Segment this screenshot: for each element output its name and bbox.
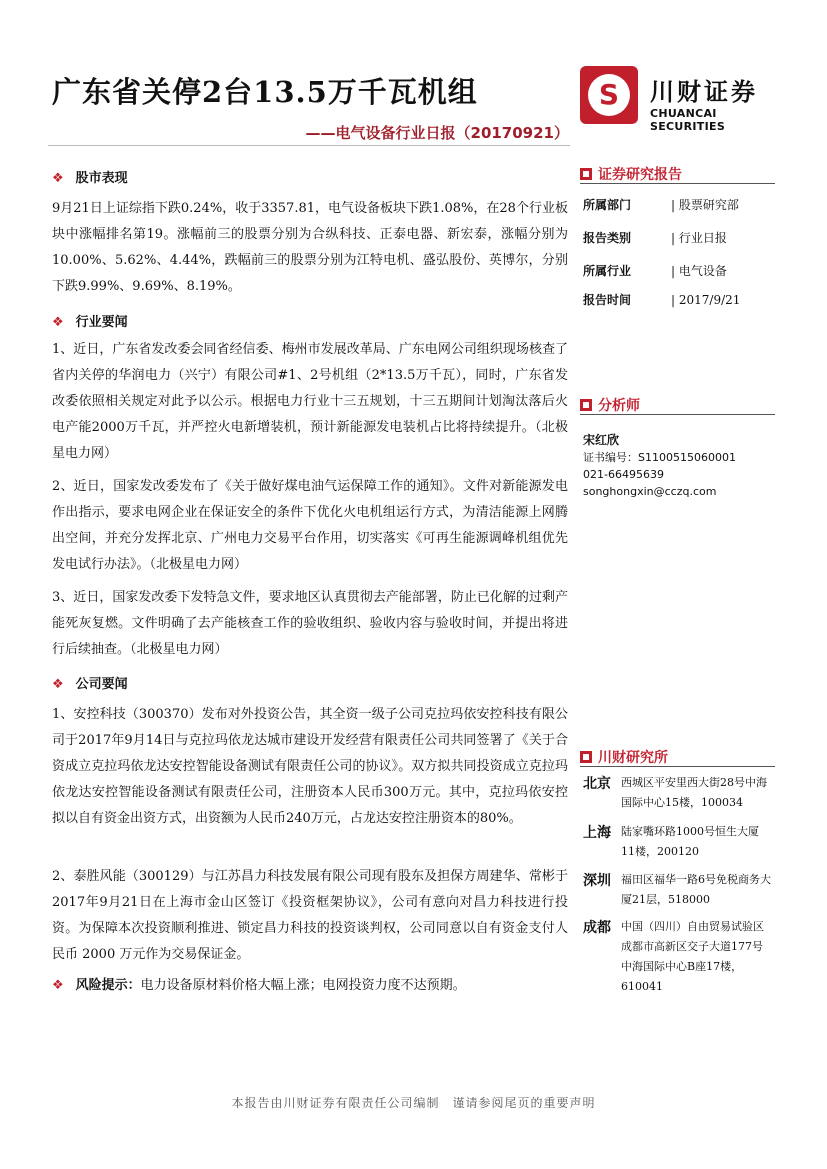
risk-text: 电力设备原材料价格大幅上涨；电网投资力度不达预期。 [140,978,466,993]
diamond-bullet-icon: ❖ [52,315,64,330]
analyst-card [583,432,736,500]
logo-mark-icon: S [580,66,638,124]
sidebar-divider [580,183,775,184]
square-bullet-icon [580,751,592,763]
sidebar-heading-institute: 川财研究所 [580,747,668,767]
industry-news-item: 3、近日，国家发改委下发特急文件，要求地区认真贯彻去产能部署，防止已化解的过剩产能死灰复燃。文件明确了去产能核查工作的验收组织、验收内容与验收时间，并提出将进行后续抽查。（北极星电力网） [52,590,568,657]
diamond-bullet-icon: ❖ [52,978,64,993]
square-bullet-icon [580,168,592,180]
page-footer: 本报告由川财证券有限责任公司编制 谨请参阅尾页的重要声明 [231,1096,596,1110]
section-heading-company: ❖ 公司要闻 [52,677,128,692]
analyst-cert: 证书编号：S1100515060001 [583,451,736,464]
risk-warning [52,975,466,997]
meta-row-department: 所属部门 | 股票研究部 [583,198,739,212]
company-news-item: 1、安控科技（300370）发布对外投资公告，其全资一级子公司克拉玛依安控科技有限公司于2017年9月14日与克拉玛依龙达城市建设开发经营有限责任公司共同签署了《关于合资成立克拉玛依龙达安控智能设备测试有限责任公司的协议》。双方拟共同投资成立克拉玛依龙达安控智能设备测试有限责任公司，注册资本人民币300万元。其中，克拉玛依安控拟以自有资金出资方式，出资额为人民币240万元，占龙达安控注册资本的80%。 [52,707,568,826]
section-heading-industry: ❖ 行业要闻 [52,315,128,330]
title-divider [48,145,570,146]
meta-row-category: 报告类别 | 行业日报 [583,231,727,245]
sidebar-divider [580,414,775,415]
diamond-bullet-icon: ❖ [52,171,64,186]
industry-news-item: 1、近日，广东省发改委会同省经信委、梅州市发展改革局、广东电网公司组织现场核查了省内关停的华润电力（兴宁）有限公司#1、2号机组（2*13.5万千瓦），同时，广东省发改委依照相关规定对此予以公示。根据电力行业十三五规划，十三五期间计划淘汰落后火电产能2000万千瓦，并严控火电新增装机，预计新能源发电装机占比将持续提升。（北极星电力网） [52,342,568,461]
meta-row-date: 报告时间 | 2017/9/21 [583,293,741,307]
sidebar-heading-report: 证券研究报告 [580,164,682,184]
analyst-phone: 021-66495639 [583,468,664,481]
logo-name-en: CHUANCAI SECURITIES [650,107,726,133]
square-bullet-icon [580,399,592,411]
meta-row-industry: 所属行业 | 电气设备 [583,264,727,278]
analyst-email[interactable]: songhongxin@cczq.com [583,485,717,498]
report-subtitle: ——电气设备行业日报（20170921） [305,124,569,142]
logo-name-cn: 川财证券 [650,78,758,106]
risk-label: 风险提示： [75,978,141,993]
market-paragraph: 9月21日上证综指下跌0.24%，收于3357.81，电气设备板块下跌1.08%，在28个行业板块中涨幅排名第19。涨幅前三的股票分别为合纵科技、正泰电器、新宏泰，涨幅分别为10.00%、5.62%、4.44%，跌幅前三的股票分别为江特电机、盛弘股份、英博尔，分别下跌9.99%、9.69%、8.19%。 [52,201,568,294]
sidebar-divider [580,766,775,767]
company-news-item: 2、泰胜风能（300129）与江苏昌力科技发展有限公司现有股东及担保方周建华、常彬于2017年9月21日在上海市金山区签订《投资框架协议》，公司有意向对昌力科技进行投资。为保障本次投资顺利推进、锁定昌力科技的投资谈判权，公司同意以自有资金支付人民币 2000 万元作为交易保证金。 [52,869,568,962]
report-title: 广东省关停2台13.5万千瓦机组 [52,75,478,109]
section-heading-market: ❖ 股市表现 [52,171,128,186]
industry-news-item: 2、近日，国家发改委发布了《关于做好煤电油气运保障工作的通知》。文件对新能源发电作出指示，要求电网企业在保证安全的条件下优化火电机组运行方式，为清洁能源上网腾出空间，并充分发挥北京、广州电力交易平台作用，切实落实《可再生能源调峰机组优先发电试行办法》。（北极星电力网） [52,479,568,572]
sidebar-heading-analyst: 分析师 [580,395,640,415]
company-logo [580,66,780,133]
diamond-bullet-icon: ❖ [52,677,64,692]
analyst-name: 宋红欣 [583,433,620,447]
